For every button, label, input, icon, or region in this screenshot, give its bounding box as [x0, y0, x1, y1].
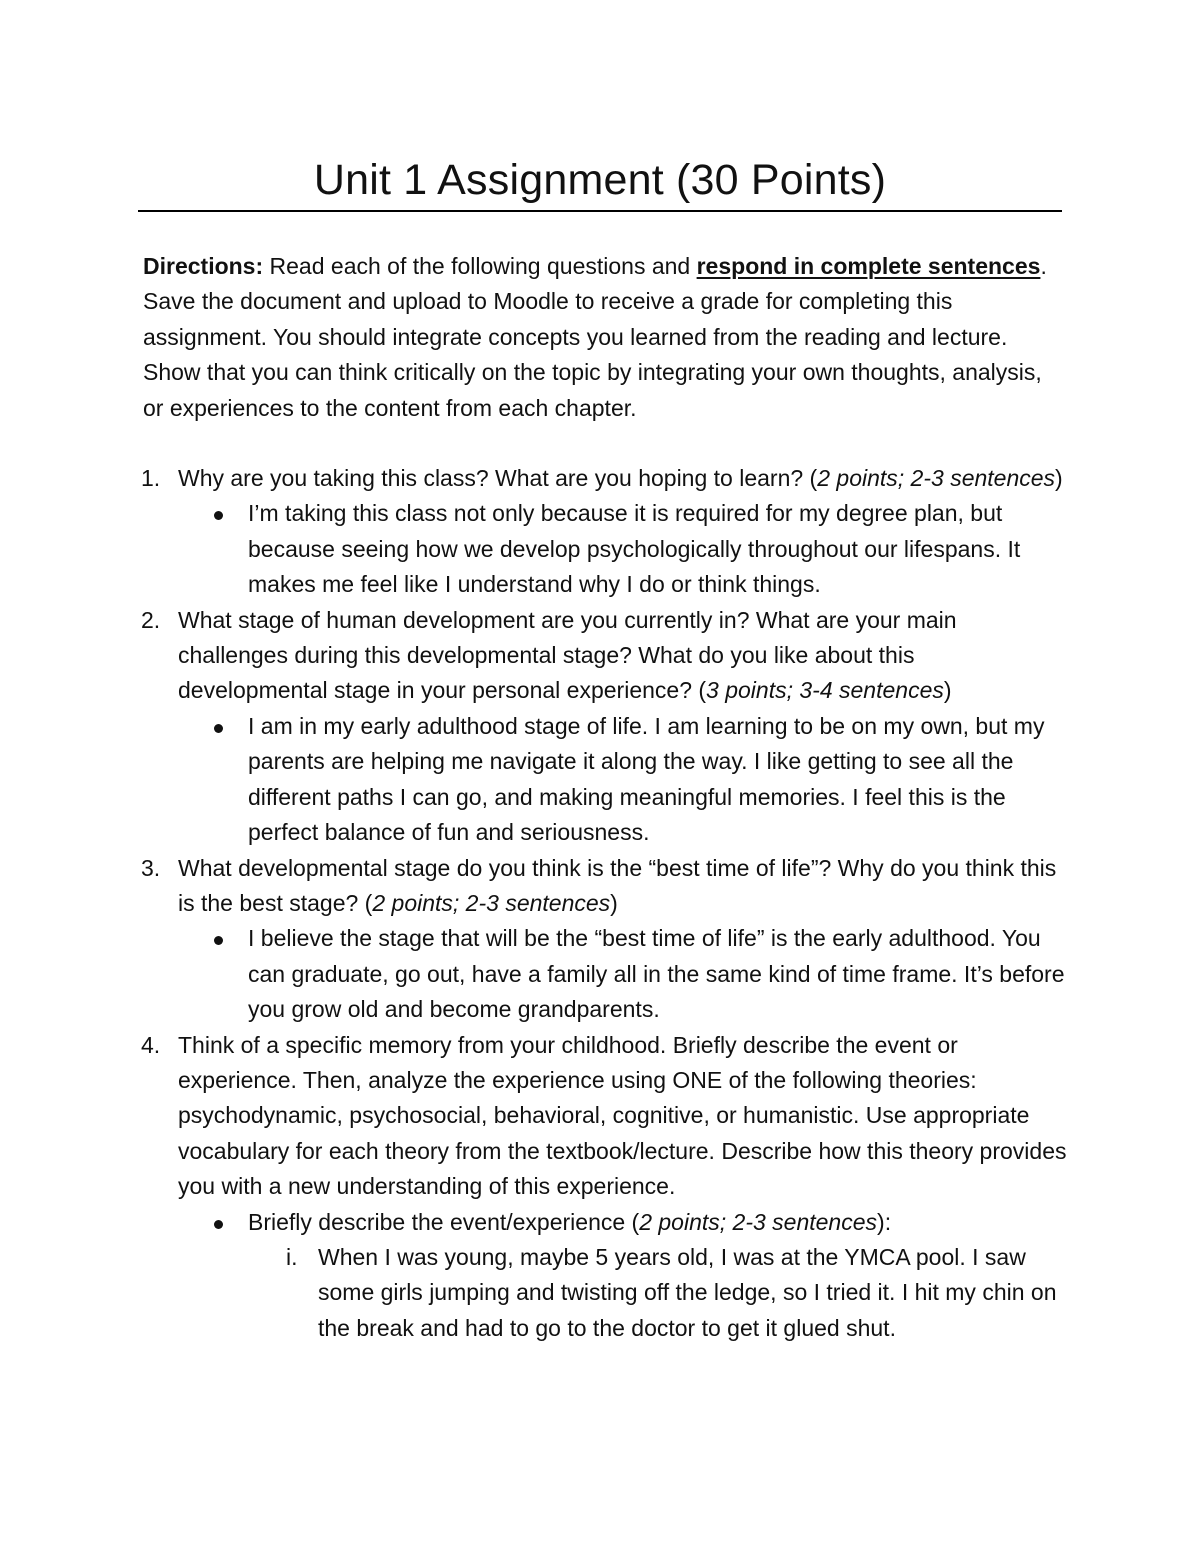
question-text: Think of a specific memory from your childhood. Briefly describe the event or experience. Then, analyze the experience using ONE of the following theories: psychodynamic, psychosocial, behavioral, cognitive, or humanistic. Use appropriate vocabulary for each theory from the textbook/lecture. Describe how this theory provides you with a new understanding of this experience.: [178, 1031, 1067, 1200]
bullet-icon: [214, 511, 223, 520]
answer-item: [178, 496, 1068, 602]
question-item-2: [143, 603, 1068, 851]
roman-numeral: i.: [286, 1243, 298, 1270]
bullet-icon: [214, 1220, 223, 1229]
question-number: 2.: [141, 606, 161, 633]
question-close: ): [1055, 465, 1063, 492]
bullet-icon: [214, 724, 223, 733]
question-close: ): [943, 677, 952, 704]
answer-prompt-close: ):: [877, 1208, 892, 1235]
question-points: 2 points; 2-3 sentences: [372, 889, 611, 916]
answer-prompt-points: 2 points; 2-3 sentences: [639, 1208, 878, 1235]
answer-text: I’m taking this class not only because it is required for my degree plan, but because seeing how we develop psychologically throughout our lifespans. It makes me feel like I understand why I do or think things.: [248, 500, 1021, 598]
directions-text-1: Read each of the following questions and: [263, 253, 697, 279]
question-number: 1.: [141, 465, 161, 492]
answer-list: [178, 496, 1068, 602]
question-text: [178, 851, 1068, 922]
bullet-icon: [214, 936, 223, 945]
page-title: Unit 1 Assignment (30 Points): [313, 156, 887, 204]
question-item-3: [143, 851, 1068, 1028]
question-number: 3.: [141, 854, 161, 881]
answer-item: [178, 709, 1068, 851]
answer-prompt: [248, 1209, 891, 1235]
question-prompt: What stage of human development are you currently in? What are your main challenges during this developmental stage? What do you like about this developmental stage in your personal experience? (: [178, 606, 957, 704]
question-item-4: [143, 1028, 1068, 1347]
answer-item: [178, 1205, 1068, 1347]
question-text: [178, 603, 1068, 709]
directions-emphasis: respond in complete sentences: [696, 253, 1041, 279]
title-underline-divider: [138, 210, 1062, 212]
answer-prompt-text: Briefly describe the event/experience (: [248, 1208, 640, 1235]
question-number: 4.: [141, 1031, 161, 1058]
sub-answer-list: [248, 1240, 1068, 1346]
answer-list: [178, 709, 1068, 851]
answer-list: [178, 1205, 1068, 1347]
question-prompt: Why are you taking this class? What are you hoping to learn? (: [178, 465, 818, 492]
question-text: [178, 461, 1068, 496]
directions-label: Directions:: [143, 253, 264, 279]
question-points: 3 points; 3-4 sentences: [706, 677, 944, 704]
answer-text: I believe the stage that will be the “best time of life” is the early adulthood. You can graduate, go out, have a family all in the same kind of time frame. It’s before you grow old and become grandparents.: [248, 925, 1065, 1023]
directions-text-2: . Save the document and upload to Moodle to receive a grade for completing this assignment. You should integrate concepts you learned from the reading and lecture. Show that you can think critically on the topic by integrating your own thoughts, analysis, or experiences to the content from each chapter.: [143, 253, 1047, 421]
answer-item: [178, 921, 1068, 1027]
question-list: [143, 461, 1068, 1346]
sub-answer-item: [248, 1240, 1068, 1346]
question-points: 2 points; 2-3 sentences: [817, 465, 1056, 492]
question-item-1: [143, 461, 1068, 603]
answer-text: I am in my early adulthood stage of life. I am learning to be on my own, but my parents are helping me navigate it along the way. I like getting to see all the different paths I can go, and making meaningful memories. I feel this is the perfect balance of fun and seriousness.: [248, 712, 1045, 846]
document-body: [143, 249, 1068, 1346]
question-prompt: What developmental stage do you think is the “best time of life”? Why do you think this is the best stage? (: [178, 854, 1057, 916]
directions-paragraph: [143, 249, 1068, 426]
answer-list: [178, 921, 1068, 1027]
sub-answer-text: When I was young, maybe 5 years old, I was at the YMCA pool. I saw some girls jumping and twisting off the ledge, so I tried it. I hit my chin on the break and had to go to the doctor to get it glued shut.: [318, 1243, 1057, 1341]
question-close: ): [610, 889, 618, 916]
